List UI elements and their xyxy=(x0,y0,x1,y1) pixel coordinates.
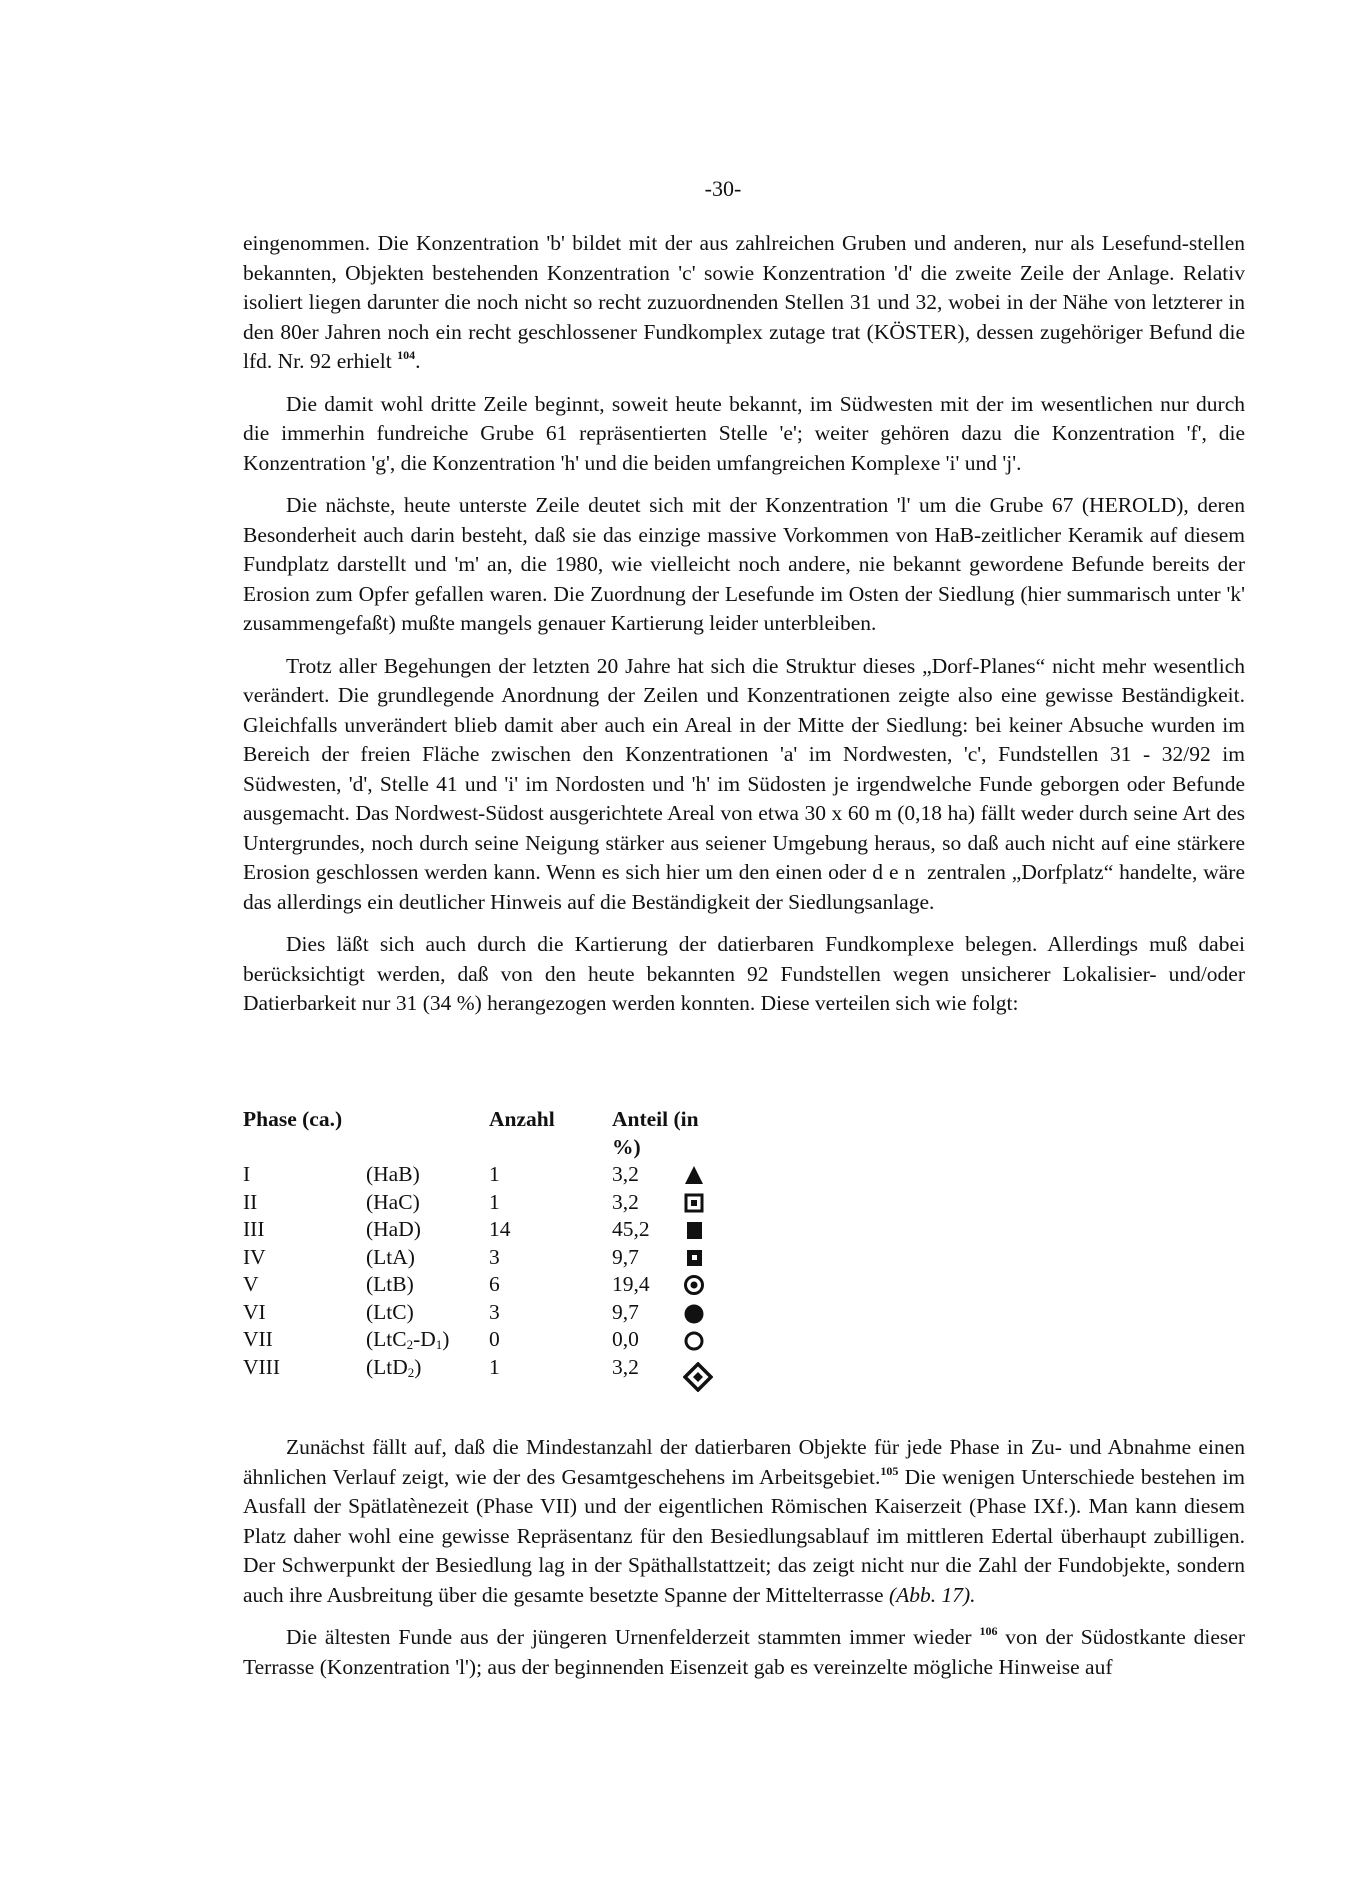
cell-count: 6 xyxy=(489,1272,500,1296)
cell-count: 1 xyxy=(489,1354,500,1379)
filled-square-dot-icon xyxy=(677,1244,732,1272)
paragraph-2: Die damit wohl dritte Zeile beginnt, soweit heute bekannt, im Südwesten mit der im wesentlichen nur durch die immerhin fundreiche Grube 61 repräsentierten Stelle 'e'; weiter gehören dazu die Konzentration 'f', die Konzentration 'g', die Konzentration 'h' und die beiden umfangreichen Komplexe 'i' und 'j'. xyxy=(243,391,1245,475)
cell-period xyxy=(366,1326,489,1354)
paragraph-7-text-a: Die ältesten Funde aus der jüngeren Urnenfelderzeit stammten immer wieder xyxy=(286,1625,972,1649)
paragraph-4 xyxy=(243,652,1245,918)
circle-outline-icon xyxy=(677,1326,732,1354)
period-text: -D xyxy=(413,1327,436,1351)
cell-share: 9,7 xyxy=(612,1244,639,1269)
cell-share: 3,2 xyxy=(612,1189,639,1214)
cell-phase: I xyxy=(243,1162,251,1186)
cell-phase: III xyxy=(243,1217,265,1241)
cell-period: (LtA) xyxy=(366,1244,415,1269)
cell-phase: IV xyxy=(243,1244,266,1269)
circle-dot-icon xyxy=(677,1271,732,1299)
paragraph-1-text: eingenommen. Die Konzentration 'b' bildet mit der aus zahlreichen Gruben und anderen, nur als Lesefund-stellen bekannten, Objekten bestehenden Konzentration 'c' sowie Konzentration 'd' die zweite Zeile der Anlage. Relativ isoliert liegen darunter die noch nicht so recht zuzuordnenden Stellen 31 und 32, wobei in der Nähe von letzterer in den 80er Jahren noch ein recht geschlossener Fundkomplex zutage trat (KÖSTER), dessen zugehöriger Befund die lfd. Nr. 92 erhielt xyxy=(243,231,1245,373)
paragraph-3: Die nächste, heute unterste Zeile deutet sich mit der Konzentration 'l' um die Grube 67 (HEROLD), deren Besonderheit auch darin besteht, daß sie das einzige massive Vorkommen von HaB-zeitlicher Keramik auf diesem Fundplatz darstellt und 'm' an, die 1980, wie vielleicht noch andere, nie bekannt gewordene Befunde bereits der Erosion zum Opfer gefallen waren. Die Zuordnung der Lesefunde im Osten der Siedlung (hier summarisch unter 'k' zusammengefaßt) mußte mangels genauer Kartierung leider unterbleiben. xyxy=(243,493,1245,635)
table-row xyxy=(243,1216,732,1244)
cell-period: (LtB) xyxy=(366,1272,414,1296)
cell-share: 3,2 xyxy=(612,1162,639,1186)
table-row xyxy=(243,1189,732,1217)
cell-count: 0 xyxy=(489,1327,500,1351)
cell-count: 3 xyxy=(489,1299,500,1324)
header-count: Anzahl xyxy=(489,1107,555,1131)
paragraph-7-text-b: von der Südostkante dieser Terrasse (Konzentration 'l'); aus der beginnenden Eisenzeit gab es vereinzelte mögliche Hinweise auf xyxy=(243,1625,1245,1679)
cell-count: 3 xyxy=(489,1244,500,1269)
cell-share: 9,7 xyxy=(612,1299,639,1324)
table-row xyxy=(243,1161,732,1189)
table-row xyxy=(243,1354,732,1392)
table-row xyxy=(243,1271,732,1299)
cell-period: (LtC) xyxy=(366,1299,414,1324)
period-text: (LtC xyxy=(366,1327,407,1351)
filled-circle-icon xyxy=(677,1299,732,1327)
period-text: ) xyxy=(414,1354,422,1379)
filled-square-icon xyxy=(677,1216,732,1244)
cell-share: 19,4 xyxy=(612,1272,650,1296)
body-text-bottom xyxy=(243,1433,1245,1695)
header-phase: Phase (ca.) xyxy=(243,1107,343,1131)
period-subscript: 1 xyxy=(435,1337,443,1352)
figure-reference: (Abb. 17). xyxy=(888,1582,976,1607)
footnote-106: 106 xyxy=(979,1624,998,1638)
spaced-word: den xyxy=(872,860,922,884)
body-text-top xyxy=(243,229,1245,1032)
cell-share: 0,0 xyxy=(612,1327,639,1351)
table-row xyxy=(243,1326,732,1354)
paragraph-6-text-a: Zunächst fällt auf, daß die Mindestanzahl der datierbaren Objekte für jede Phase in Zu- und Abnahme einen ähnlichen Verlauf zeigt, wie der des Gesamtgeschehens im Arbeitsgebiet. xyxy=(243,1435,1245,1489)
footnote-104: 104 xyxy=(397,348,416,362)
filled-triangle-icon xyxy=(677,1161,732,1189)
period-text: (LtD xyxy=(366,1354,408,1379)
paragraph-1: eingenommen. Die Konzentration 'b' bildet mit der aus zahlreichen Gruben und anderen, nur als Lesefund-stellen bekannten, Objekten bestehenden Konzentration 'c' sowie Konzentration 'd' die zweite Zeile der Anlage. Relativ isoliert liegen darunter die noch nicht so recht zuzuordnenden Stellen 31 und 32, wobei in der Nähe von letzterer in den 80er Jahren noch ein recht geschlossener Fundkomplex zutage trat (KÖSTER), dessen zugehöriger Befund die lfd. Nr. 92 erhielt $^{104}$. xyxy=(243,231,1245,373)
square-outline-dot-icon xyxy=(677,1189,732,1217)
paragraph-6-text-b: Die wenigen Unterschiede bestehen im Ausfall der Spätlatènezeit (Phase VII) und der eigentlichen Römischen Kaiserzeit (Phase IXf.). Man kann diesem Platz daher wohl eine gewisse Repräsentanz für den Besiedlungsablauf im mittleren Edertal überhaupt zubilligen. Der Schwerpunkt der Besiedlung lag in der Späthallstattzeit; das zeigt nicht nur die Zahl der Fundobjekte, sondern auch ihre Ausbreitung über die gesamte besetzte Spanne der Mittelterrasse xyxy=(243,1464,1246,1607)
cell-phase: VIII xyxy=(243,1354,281,1379)
cell-period: (HaC) xyxy=(366,1189,420,1214)
period-text: ) xyxy=(442,1327,450,1351)
cell-phase: V xyxy=(243,1272,259,1296)
footnote-105: 105 xyxy=(880,1463,899,1478)
diamond-outline-icon xyxy=(677,1354,732,1392)
cell-count: 1 xyxy=(489,1189,500,1214)
period-subscript: 2 xyxy=(406,1337,414,1352)
header-share: Anteil (in %) xyxy=(612,1107,699,1159)
cell-share: 3,2 xyxy=(612,1354,639,1379)
table-row xyxy=(243,1244,732,1272)
paragraph-4-text-a: Trotz aller Begehungen der letzten 20 Jahre hat sich die Struktur dieses „Dorf-Planes“ nicht mehr wesentlich verändert. Die grundlegende Anordnung der Zeilen und Konzentrationen zeigte also eine gewisse Beständigkeit. Gleichfalls unverändert blieb damit aber auch ein Areal in der Mitte der Siedlung: bei keiner Absuche wurden im Bereich der freien Fläche zwischen den Konzentrationen 'a' im Nordwesten, 'c', Fundstellen 31 - 32/92 im Südwesten, 'd', Stelle 41 und 'i' im Nordosten und 'h' im Südosten je irgendwelche Funde geborgen oder Befunde ausgemacht. Das Nordwest-Südost ausgerichtete Areal von etwa 30 x 60 m (0,18 ha) fällt weder durch seine Art des Untergrundes, noch durch seine Neigung stärker aus seiener Umgebung heraus, so daß auch nicht auf eine stärkere Erosion geschlossen werden kann. Wenn es sich hier um den einen oder xyxy=(243,653,1245,884)
table-header-row xyxy=(243,1106,732,1161)
page-number: -30- xyxy=(704,176,742,201)
period-subscript: 2 xyxy=(407,1364,415,1380)
cell-period: (HaB) xyxy=(366,1162,420,1186)
cell-share: 45,2 xyxy=(612,1217,650,1241)
cell-phase: VI xyxy=(243,1299,266,1324)
cell-count: 14 xyxy=(489,1217,511,1241)
paragraph-4-text-b: zentralen „Dorfplatz“ handelte, wäre das allerdings ein deutlicher Hinweis auf die Beständigkeit der Siedlungsanlage. xyxy=(243,860,1246,914)
paragraph-6 xyxy=(243,1433,1245,1610)
paragraph-5: Dies läßt sich auch durch die Kartierung der datierbaren Fundkomplexe belegen. Allerdings muß dabei berücksichtigt werden, daß von den heute bekannten 92 Fundstellen wegen unsicherer Lokalisier- und/oder Datierbarkeit nur 31 (34 %) herangezogen werden konnten. Diese verteilen sich wie folgt: xyxy=(243,932,1245,1015)
table-row xyxy=(243,1299,732,1327)
paragraph-7 xyxy=(243,1623,1245,1682)
cell-phase: VII xyxy=(243,1327,273,1351)
phase-table xyxy=(243,1106,732,1392)
cell-period: (HaD) xyxy=(366,1217,421,1241)
cell-period xyxy=(366,1354,489,1392)
cell-count: 1 xyxy=(489,1162,500,1186)
cell-phase: II xyxy=(243,1189,258,1214)
